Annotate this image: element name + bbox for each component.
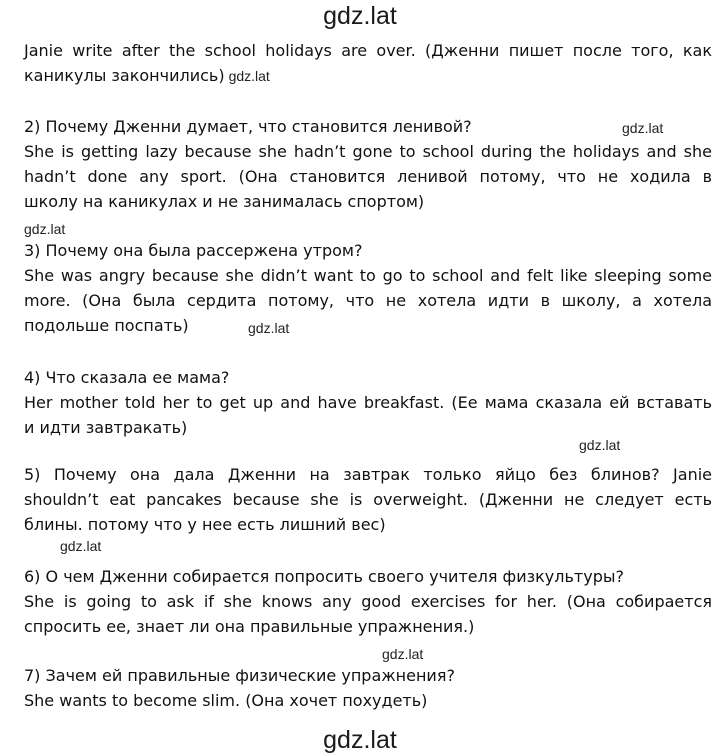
answer-1-block (24, 38, 712, 89)
answer-1-line-2: каникулы закончились) (24, 66, 225, 85)
answer-5-line-2: shouldn’t eat pancakes because she is overweight. (Дженни не следует есть (24, 490, 712, 509)
answer-4-line-1: Her mother told her to get up and have breakfast. (Ее мама сказала ей вставать (24, 393, 712, 412)
answer-3-line-1: She was angry because she didn’t want to go to school and felt like sleeping some (24, 266, 712, 285)
watermark-inline: gdz.lat (228, 68, 270, 84)
answer-3-line-2: more. (Она была сердита потому, что не хотела идти в школу, а хотела (24, 291, 712, 310)
question-7: 7) Зачем ей правильные физические упражнения? (24, 666, 455, 685)
answer-5-line-1: 5) Почему она дала Дженни на завтрак только яйцо без блинов? Janie (24, 465, 712, 484)
question-6: 6) О чем Дженни собирается попросить своего учителя физкультуры? (24, 567, 624, 586)
answer-5-line-3: блины. потому что у нее есть лишний вес) (24, 515, 386, 534)
watermark-small: gdz.lat (579, 437, 621, 453)
question-7-block (24, 663, 712, 713)
answer-6-line-1: She is going to ask if she knows any good exercises for her. (Она собирается (24, 592, 712, 611)
answer-3-line-3: подольше поспать) (24, 316, 189, 335)
watermark-bottom: gdz.lat (323, 726, 397, 754)
answer-2-line-3: школу на каникулах и не занималась спортом) (24, 192, 425, 211)
question-3: 3) Почему она была рассержена утром? (24, 241, 363, 260)
answer-2-line-1: She is getting lazy because she hadn’t gone to school during the holidays and she (24, 142, 712, 161)
question-2: 2) Почему Дженни думает, что становится ленивой? (24, 117, 472, 136)
answer-7-line-1: She wants to become slim. (Она хочет похудеть) (24, 691, 428, 710)
answer-2-line-2: hadn’t done any sport. (Она становится ленивой потому, что не ходила в (24, 167, 712, 186)
answer-1-line-1: Janie write after the school holidays are over. (Дженни пишет после того, как (24, 41, 712, 60)
question-3-block (24, 238, 712, 338)
answer-6-line-2: спросить ее, знает ли она правильные упражнения.) (24, 617, 475, 636)
answer-4-line-2: и идти завтракать) (24, 418, 188, 437)
question-4: 4) Что сказала ее мама? (24, 368, 230, 387)
watermark-top: gdz.lat (323, 2, 397, 30)
watermark-small: gdz.lat (382, 646, 424, 662)
watermark-small: gdz.lat (24, 221, 66, 237)
answer-1-line-2-wrap (24, 63, 712, 89)
watermark-small: gdz.lat (622, 120, 664, 136)
question-6-block (24, 564, 712, 639)
watermark-small: gdz.lat (248, 320, 290, 336)
watermark-small: gdz.lat (60, 538, 102, 554)
question-4-block (24, 365, 712, 440)
question-2-block (24, 114, 712, 214)
question-5-block (24, 462, 712, 537)
